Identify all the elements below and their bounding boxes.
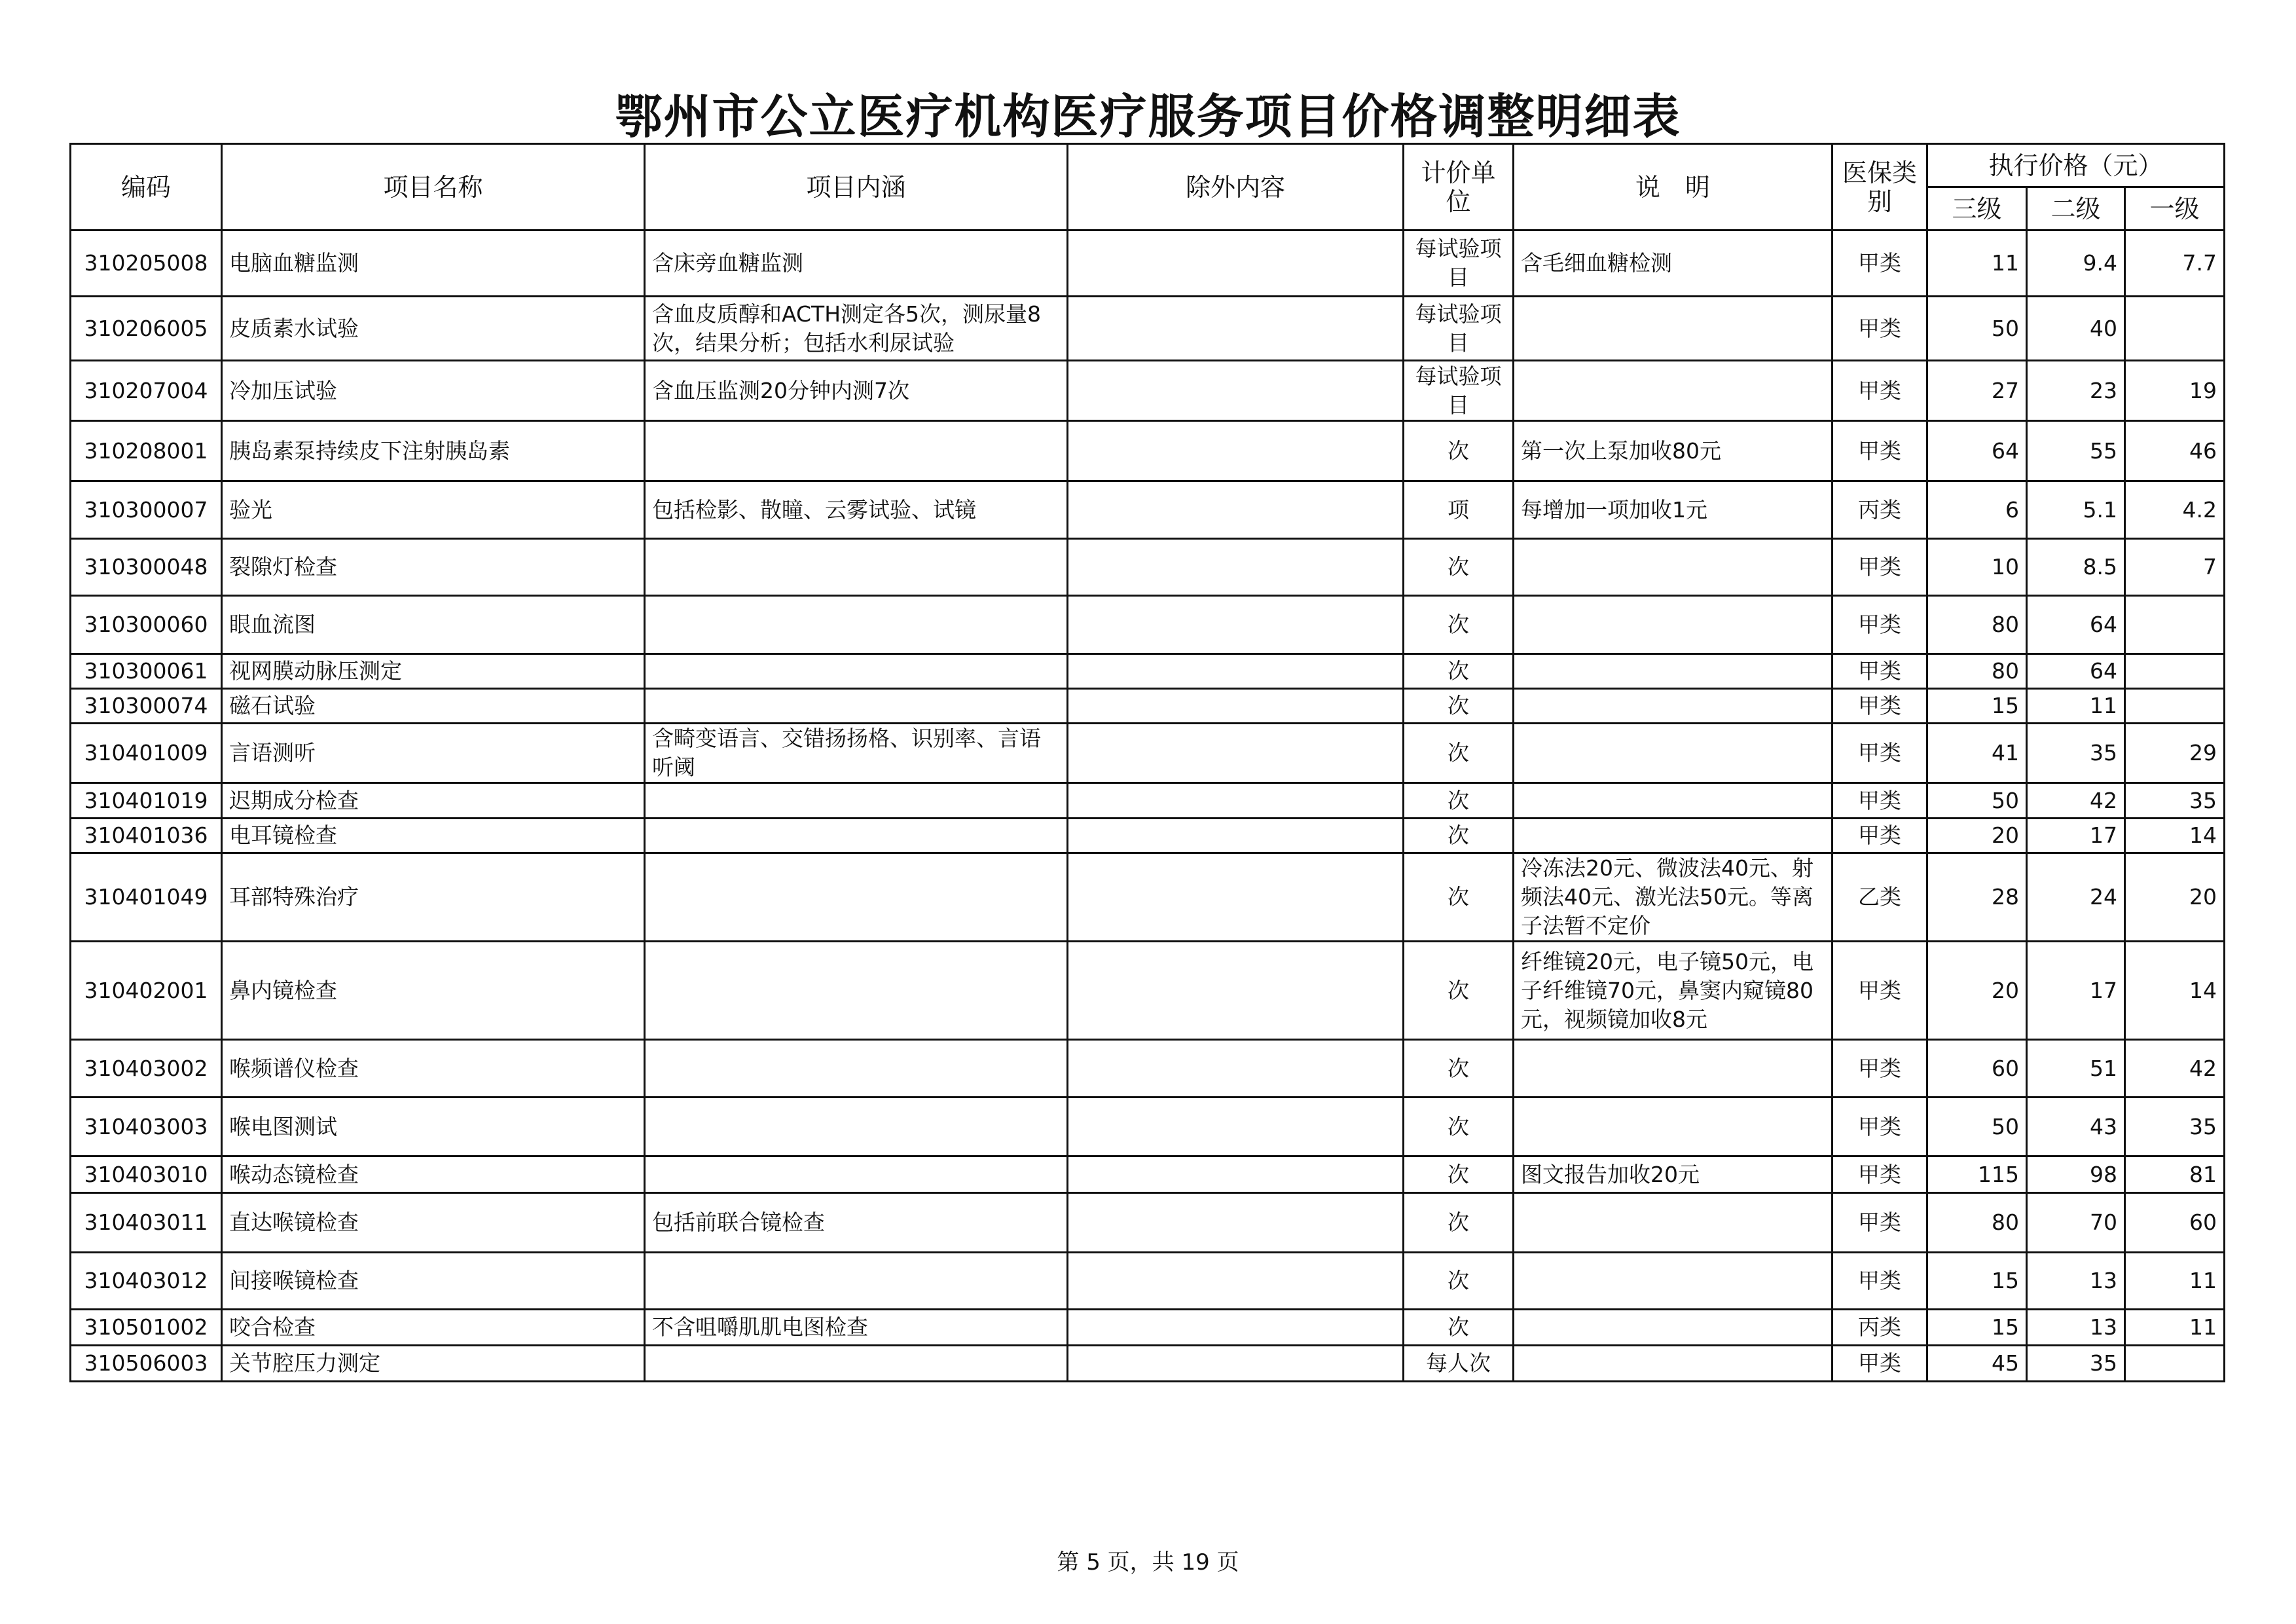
cell-price-level1: 7 <box>2125 539 2225 596</box>
header-price-group: 执行价格（元） <box>1927 144 2225 187</box>
table-row <box>71 1253 2225 1310</box>
cell-price-level1: 4.2 <box>2125 481 2225 539</box>
cell-price-level1: 81 <box>2125 1156 2225 1193</box>
cell-price-level3: 27 <box>1927 361 2027 421</box>
cell-price-level3: 80 <box>1927 654 2027 689</box>
cell-price-level2: 17 <box>2027 819 2125 853</box>
page-footer: 第 5 页，共 19 页 <box>1057 1549 1239 1576</box>
cell-name: 鼻内镜检查 <box>222 942 645 1040</box>
cell-except <box>1068 1098 1404 1156</box>
cell-price-level2: 35 <box>2027 1346 2125 1382</box>
header-desc: 说 明 <box>1514 144 1832 231</box>
cell-unit: 次 <box>1404 1098 1514 1156</box>
cell-unit: 次 <box>1404 596 1514 654</box>
table-row <box>71 853 2225 942</box>
table-row <box>71 1040 2225 1098</box>
cell-desc: 每增加一项加收1元 <box>1514 481 1832 539</box>
cell-desc <box>1514 297 1832 361</box>
cell-insurance: 丙类 <box>1832 1310 1927 1346</box>
cell-price-level1: 7.7 <box>2125 231 2225 297</box>
cell-except <box>1068 1156 1404 1193</box>
cell-price-level3: 80 <box>1927 596 2027 654</box>
cell-price-level3: 64 <box>1927 421 2027 481</box>
cell-desc <box>1514 361 1832 421</box>
table-row <box>71 297 2225 361</box>
cell-price-level3: 80 <box>1927 1193 2027 1253</box>
cell-insurance: 甲类 <box>1832 539 1927 596</box>
cell-insurance: 甲类 <box>1832 1253 1927 1310</box>
cell-price-level2: 98 <box>2027 1156 2125 1193</box>
cell-desc: 纤维镜20元，电子镜50元，电子纤维镜70元，鼻窦内窥镜80元，视频镜加收8元 <box>1514 942 1832 1040</box>
cell-code: 310401049 <box>71 853 222 942</box>
cell-code: 310300048 <box>71 539 222 596</box>
header-except: 除外内容 <box>1068 144 1404 231</box>
cell-content <box>645 596 1068 654</box>
table-body <box>71 231 2225 1382</box>
header-content: 项目内涵 <box>645 144 1068 231</box>
cell-name: 胰岛素泵持续皮下注射胰岛素 <box>222 421 645 481</box>
cell-desc <box>1514 654 1832 689</box>
cell-price-level2: 64 <box>2027 596 2125 654</box>
cell-price-level1: 35 <box>2125 783 2225 819</box>
table-row <box>71 942 2225 1040</box>
table-row <box>71 539 2225 596</box>
cell-price-level1: 19 <box>2125 361 2225 421</box>
header-name: 项目名称 <box>222 144 645 231</box>
cell-content <box>645 853 1068 942</box>
cell-except <box>1068 853 1404 942</box>
table-row <box>71 1156 2225 1193</box>
cell-name: 电耳镜检查 <box>222 819 645 853</box>
cell-unit: 次 <box>1404 1253 1514 1310</box>
cell-price-level3: 10 <box>1927 539 2027 596</box>
cell-desc <box>1514 724 1832 783</box>
table-row <box>71 421 2225 481</box>
cell-price-level1: 14 <box>2125 942 2225 1040</box>
cell-price-level3: 15 <box>1927 689 2027 724</box>
header-code: 编码 <box>71 144 222 231</box>
cell-price-level2: 51 <box>2027 1040 2125 1098</box>
cell-insurance: 甲类 <box>1832 231 1927 297</box>
header-insurance: 医保类别 <box>1832 144 1927 231</box>
header-level1: 一级 <box>2125 187 2225 231</box>
cell-code: 310403003 <box>71 1098 222 1156</box>
cell-insurance: 甲类 <box>1832 654 1927 689</box>
cell-desc <box>1514 596 1832 654</box>
cell-insurance: 甲类 <box>1832 1156 1927 1193</box>
cell-price-level3: 45 <box>1927 1346 2027 1382</box>
cell-content <box>645 1253 1068 1310</box>
cell-content: 包括检影、散瞳、云雾试验、试镜 <box>645 481 1068 539</box>
cell-name: 迟期成分检查 <box>222 783 645 819</box>
cell-price-level3: 50 <box>1927 783 2027 819</box>
cell-price-level2: 8.5 <box>2027 539 2125 596</box>
cell-insurance: 甲类 <box>1832 1040 1927 1098</box>
cell-code: 310506003 <box>71 1346 222 1382</box>
cell-unit: 次 <box>1404 724 1514 783</box>
cell-unit: 次 <box>1404 783 1514 819</box>
cell-desc <box>1514 1098 1832 1156</box>
cell-content <box>645 421 1068 481</box>
cell-content <box>645 1156 1068 1193</box>
cell-content <box>645 539 1068 596</box>
cell-unit: 每试验项目 <box>1404 361 1514 421</box>
cell-price-level3: 20 <box>1927 942 2027 1040</box>
cell-price-level1: 29 <box>2125 724 2225 783</box>
cell-price-level3: 6 <box>1927 481 2027 539</box>
cell-insurance: 甲类 <box>1832 942 1927 1040</box>
cell-desc <box>1514 539 1832 596</box>
cell-desc <box>1514 1253 1832 1310</box>
cell-unit: 每试验项目 <box>1404 231 1514 297</box>
table-row <box>71 783 2225 819</box>
cell-price-level1 <box>2125 654 2225 689</box>
cell-price-level1: 60 <box>2125 1193 2225 1253</box>
cell-price-level1 <box>2125 1346 2225 1382</box>
cell-insurance: 甲类 <box>1832 421 1927 481</box>
cell-price-level2: 23 <box>2027 361 2125 421</box>
cell-unit: 次 <box>1404 421 1514 481</box>
cell-price-level2: 70 <box>2027 1193 2125 1253</box>
cell-content: 含畸变语言、交错扬扬格、识别率、言语听阈 <box>645 724 1068 783</box>
cell-price-level1 <box>2125 596 2225 654</box>
cell-desc <box>1514 1193 1832 1253</box>
cell-except <box>1068 421 1404 481</box>
cell-code: 310206005 <box>71 297 222 361</box>
cell-content <box>645 1346 1068 1382</box>
cell-content: 含血皮质醇和ACTH测定各5次，测尿量8次，结果分析；包括水利尿试验 <box>645 297 1068 361</box>
cell-except <box>1068 231 1404 297</box>
cell-unit: 次 <box>1404 654 1514 689</box>
cell-insurance: 甲类 <box>1832 1193 1927 1253</box>
cell-unit: 次 <box>1404 853 1514 942</box>
table-row <box>71 819 2225 853</box>
cell-price-level2: 43 <box>2027 1098 2125 1156</box>
table-row <box>71 724 2225 783</box>
cell-content: 含血压监测20分钟内测7次 <box>645 361 1068 421</box>
cell-insurance: 甲类 <box>1832 596 1927 654</box>
cell-content <box>645 689 1068 724</box>
cell-desc <box>1514 819 1832 853</box>
cell-content <box>645 654 1068 689</box>
cell-price-level3: 50 <box>1927 1098 2027 1156</box>
cell-except <box>1068 1253 1404 1310</box>
cell-except <box>1068 1310 1404 1346</box>
cell-name: 眼血流图 <box>222 596 645 654</box>
cell-price-level2: 5.1 <box>2027 481 2125 539</box>
cell-price-level3: 41 <box>1927 724 2027 783</box>
cell-desc <box>1514 1040 1832 1098</box>
cell-desc: 图文报告加收20元 <box>1514 1156 1832 1193</box>
cell-content <box>645 1098 1068 1156</box>
cell-unit: 每试验项目 <box>1404 297 1514 361</box>
cell-price-level3: 15 <box>1927 1253 2027 1310</box>
cell-name: 喉动态镜检查 <box>222 1156 645 1193</box>
table-row <box>71 361 2225 421</box>
cell-unit: 项 <box>1404 481 1514 539</box>
cell-desc <box>1514 783 1832 819</box>
cell-except <box>1068 783 1404 819</box>
cell-price-level1: 14 <box>2125 819 2225 853</box>
cell-insurance: 甲类 <box>1832 689 1927 724</box>
cell-price-level2: 13 <box>2027 1310 2125 1346</box>
table-row <box>71 596 2225 654</box>
cell-content <box>645 819 1068 853</box>
cell-code: 310403010 <box>71 1156 222 1193</box>
cell-code: 310401009 <box>71 724 222 783</box>
cell-price-level1: 20 <box>2125 853 2225 942</box>
cell-price-level2: 40 <box>2027 297 2125 361</box>
cell-except <box>1068 1346 1404 1382</box>
table-row <box>71 1346 2225 1382</box>
cell-code: 310403012 <box>71 1253 222 1310</box>
cell-content: 含床旁血糖监测 <box>645 231 1068 297</box>
cell-price-level3: 20 <box>1927 819 2027 853</box>
cell-price-level3: 15 <box>1927 1310 2027 1346</box>
cell-insurance: 甲类 <box>1832 297 1927 361</box>
cell-name: 间接喉镜检查 <box>222 1253 645 1310</box>
cell-price-level1: 11 <box>2125 1310 2225 1346</box>
cell-code: 310402001 <box>71 942 222 1040</box>
cell-insurance: 甲类 <box>1832 361 1927 421</box>
cell-except <box>1068 724 1404 783</box>
cell-price-level1 <box>2125 297 2225 361</box>
cell-unit: 次 <box>1404 689 1514 724</box>
cell-insurance: 甲类 <box>1832 819 1927 853</box>
cell-insurance: 甲类 <box>1832 724 1927 783</box>
cell-price-level3: 11 <box>1927 231 2027 297</box>
cell-price-level1 <box>2125 689 2225 724</box>
cell-name: 裂隙灯检查 <box>222 539 645 596</box>
cell-desc: 含毛细血糖检测 <box>1514 231 1832 297</box>
cell-code: 310401036 <box>71 819 222 853</box>
cell-unit: 每人次 <box>1404 1346 1514 1382</box>
cell-content: 不含咀嚼肌肌电图检查 <box>645 1310 1068 1346</box>
cell-code: 310300074 <box>71 689 222 724</box>
cell-except <box>1068 819 1404 853</box>
cell-content <box>645 942 1068 1040</box>
cell-price-level3: 60 <box>1927 1040 2027 1098</box>
cell-price-level2: 64 <box>2027 654 2125 689</box>
cell-content <box>645 783 1068 819</box>
cell-price-level1: 11 <box>2125 1253 2225 1310</box>
cell-insurance: 甲类 <box>1832 1098 1927 1156</box>
cell-price-level1: 42 <box>2125 1040 2225 1098</box>
cell-price-level3: 115 <box>1927 1156 2027 1193</box>
cell-name: 喉频谱仪检查 <box>222 1040 645 1098</box>
cell-price-level1: 35 <box>2125 1098 2225 1156</box>
cell-name: 直达喉镜检查 <box>222 1193 645 1253</box>
cell-unit: 次 <box>1404 1310 1514 1346</box>
cell-desc <box>1514 689 1832 724</box>
cell-code: 310205008 <box>71 231 222 297</box>
cell-name: 皮质素水试验 <box>222 297 645 361</box>
cell-price-level1: 46 <box>2125 421 2225 481</box>
cell-except <box>1068 1040 1404 1098</box>
cell-name: 耳部特殊治疗 <box>222 853 645 942</box>
header-level3: 三级 <box>1927 187 2027 231</box>
cell-unit: 次 <box>1404 1040 1514 1098</box>
table-row <box>71 231 2225 297</box>
cell-price-level2: 17 <box>2027 942 2125 1040</box>
cell-except <box>1068 361 1404 421</box>
cell-code: 310501002 <box>71 1310 222 1346</box>
table-row <box>71 689 2225 724</box>
cell-price-level2: 55 <box>2027 421 2125 481</box>
table-row <box>71 654 2225 689</box>
cell-code: 310300060 <box>71 596 222 654</box>
cell-unit: 次 <box>1404 1193 1514 1253</box>
cell-code: 310208001 <box>71 421 222 481</box>
price-table <box>69 143 2225 1382</box>
cell-except <box>1068 539 1404 596</box>
cell-name: 验光 <box>222 481 645 539</box>
cell-except <box>1068 481 1404 539</box>
cell-name: 咬合检查 <box>222 1310 645 1346</box>
cell-code: 310300061 <box>71 654 222 689</box>
cell-name: 视网膜动脉压测定 <box>222 654 645 689</box>
cell-insurance: 丙类 <box>1832 481 1927 539</box>
cell-price-level2: 24 <box>2027 853 2125 942</box>
cell-unit: 次 <box>1404 1156 1514 1193</box>
cell-name: 喉电图测试 <box>222 1098 645 1156</box>
cell-insurance: 甲类 <box>1832 783 1927 819</box>
cell-price-level3: 50 <box>1927 297 2027 361</box>
cell-except <box>1068 596 1404 654</box>
cell-desc: 冷冻法20元、微波法40元、射频法40元、激光法50元。等离子法暂不定价 <box>1514 853 1832 942</box>
cell-price-level2: 9.4 <box>2027 231 2125 297</box>
cell-insurance: 甲类 <box>1832 1346 1927 1382</box>
cell-except <box>1068 654 1404 689</box>
cell-desc: 第一次上泵加收80元 <box>1514 421 1832 481</box>
cell-price-level2: 35 <box>2027 724 2125 783</box>
table-row <box>71 481 2225 539</box>
cell-except <box>1068 297 1404 361</box>
cell-content: 包括前联合镜检查 <box>645 1193 1068 1253</box>
cell-price-level2: 13 <box>2027 1253 2125 1310</box>
cell-code: 310207004 <box>71 361 222 421</box>
cell-code: 310401019 <box>71 783 222 819</box>
table-row <box>71 1193 2225 1253</box>
cell-code: 310403002 <box>71 1040 222 1098</box>
cell-insurance: 乙类 <box>1832 853 1927 942</box>
cell-name: 冷加压试验 <box>222 361 645 421</box>
cell-name: 电脑血糖监测 <box>222 231 645 297</box>
header-level2: 二级 <box>2027 187 2125 231</box>
cell-code: 310403011 <box>71 1193 222 1253</box>
page-title: 鄂州市公立医疗机构医疗服务项目价格调整明细表 <box>615 88 1681 144</box>
cell-desc <box>1514 1310 1832 1346</box>
table-row <box>71 1310 2225 1346</box>
cell-name: 磁石试验 <box>222 689 645 724</box>
cell-name: 言语测听 <box>222 724 645 783</box>
cell-price-level2: 42 <box>2027 783 2125 819</box>
cell-except <box>1068 1193 1404 1253</box>
cell-except <box>1068 942 1404 1040</box>
cell-price-level3: 28 <box>1927 853 2027 942</box>
cell-unit: 次 <box>1404 819 1514 853</box>
cell-name: 关节腔压力测定 <box>222 1346 645 1382</box>
cell-unit: 次 <box>1404 942 1514 1040</box>
cell-price-level2: 11 <box>2027 689 2125 724</box>
cell-except <box>1068 689 1404 724</box>
table-row <box>71 1098 2225 1156</box>
cell-content <box>645 1040 1068 1098</box>
cell-unit: 次 <box>1404 539 1514 596</box>
header-unit: 计价单位 <box>1404 144 1514 231</box>
cell-code: 310300007 <box>71 481 222 539</box>
cell-desc <box>1514 1346 1832 1382</box>
